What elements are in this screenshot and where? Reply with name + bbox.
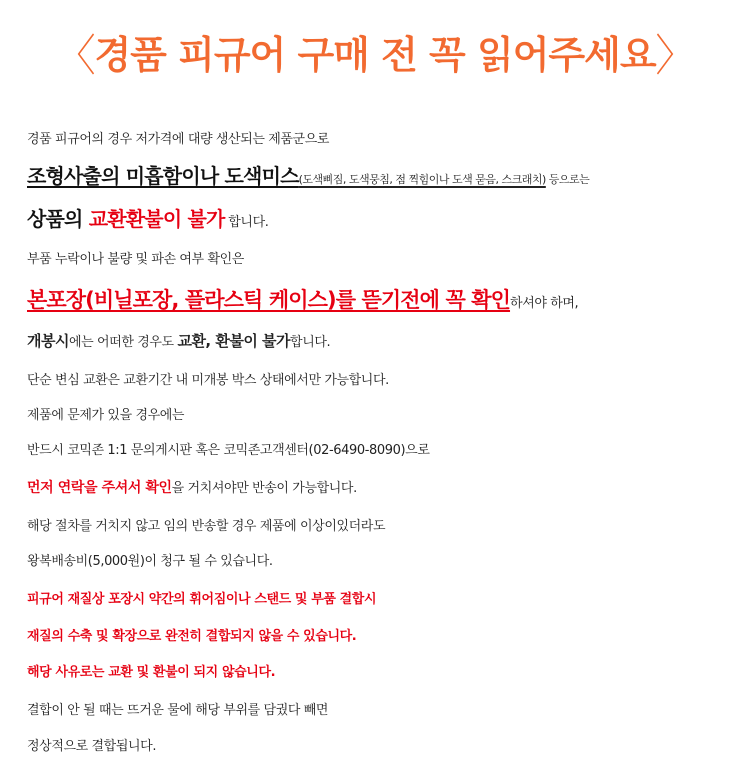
notice-line-10 (27, 477, 357, 497)
notice-line-2 (27, 160, 589, 189)
notice-line-8: 제품에 문제가 있을 경우에는 (27, 408, 185, 423)
notice-line-10-tail: 을 거치셔야만 반송이 가능합니다. (171, 481, 357, 496)
notice-line-5-tail: 하셔야 하며, (510, 296, 579, 311)
notice-line-3 (27, 203, 269, 232)
notice-line-6-b: 에는 어떠한 경우도 (68, 335, 178, 350)
notice-line-17: 정상적으로 결합됩니다. (27, 739, 157, 754)
notice-line-1: 경품 피규어의 경우 저가격에 대량 생산되는 제품군으로 (27, 132, 330, 147)
notice-line-3-tail: 합니다. (224, 215, 269, 230)
notice-line-15: 해당 사유로는 교환 및 환불이 되지 않습니다. (27, 665, 276, 680)
notice-line-14: 재질의 수축 및 확장으로 완전히 결합되지 않을 수 있습니다. (27, 629, 357, 644)
notice-line-2-tail: 등으로는 (545, 173, 590, 186)
notice-line-3-start: 상품의 (27, 207, 89, 231)
notice-line-12: 왕복배송비(5,000원)이 청구 될 수 있습니다. (27, 554, 273, 569)
chevron-left-icon: 〈 (57, 30, 95, 81)
notice-line-9: 반드시 코믹존 1:1 문의게시판 혹은 코믹존고객센터(02-6490-8090)으로 (27, 443, 430, 458)
notice-line-16: 결합이 안 될 때는 뜨거운 물에 해당 부위를 담궜다 빼면 (27, 703, 329, 718)
notice-line-6-c: 교환, 환불이 불가 (177, 332, 291, 350)
notice-line-6-d: 합니다. (290, 335, 331, 350)
notice-line-6 (27, 330, 330, 351)
page-title (0, 24, 750, 79)
notice-line-3-red: 교환환불이 불가 (88, 207, 225, 231)
notice-line-2-emphasis: 조형사출의 미흡함이나 도색미스 (27, 164, 299, 188)
notice-line-5 (27, 284, 578, 314)
notice-line-5-red: 본포장(비닐포장, 플라스틱 케이스)를 뜯기전에 꼭 확인 (27, 288, 511, 312)
chevron-right-icon: 〉 (655, 30, 693, 81)
notice-line-2-detail: (도색삐짐, 도색뭉침, 점 찍힘이나 도색 묻음, 스크래치) (298, 173, 546, 186)
notice-line-13: 피규어 재질상 포장시 약간의 휘어짐이나 스탠드 및 부품 결합시 (27, 592, 377, 607)
notice-line-7: 단순 변심 교환은 교환기간 내 미개봉 박스 상태에서만 가능합니다. (27, 373, 389, 388)
notice-line-6-a: 개봉시 (27, 332, 69, 350)
page-title-text: 경품 피규어 구매 전 꼭 읽어주세요 (94, 33, 656, 77)
notice-line-10-red: 먼저 연락을 주셔서 확인 (27, 480, 172, 496)
notice-line-11: 해당 절차를 거치지 않고 임의 반송할 경우 제품에 이상이있더라도 (27, 519, 386, 534)
notice-line-4: 부품 누락이나 불량 및 파손 여부 확인은 (27, 252, 244, 267)
